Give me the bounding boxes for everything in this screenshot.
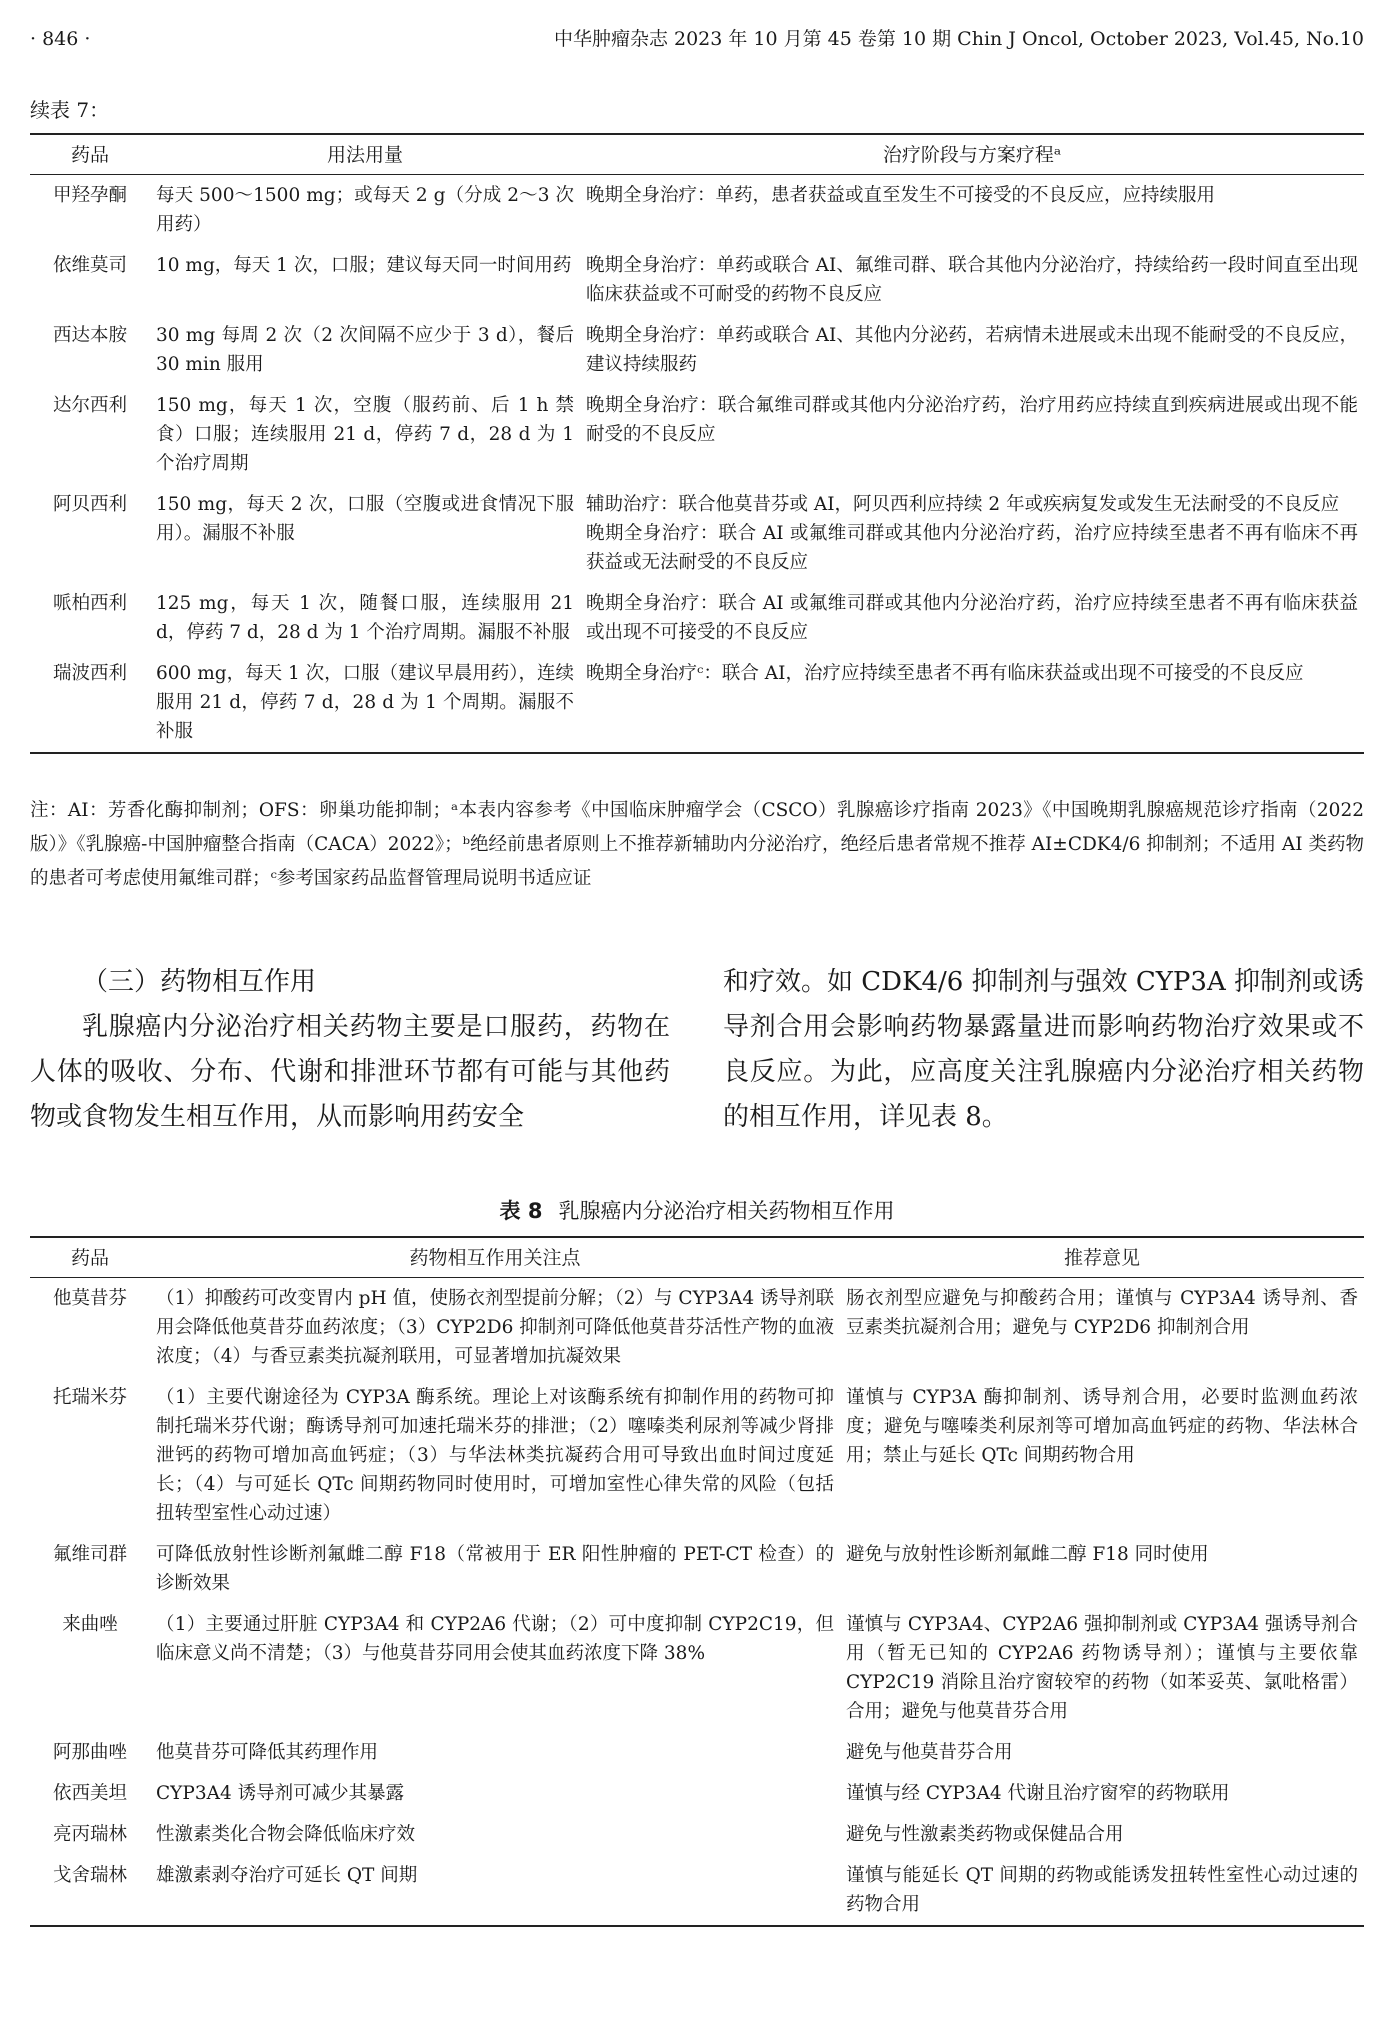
- advice-cell: 肠衣剂型应避免与抑酸药合用；谨慎与 CYP3A4 诱导剂、香豆素类抗凝剂合用；避免与 CYP2D6 抑制剂合用: [846, 1288, 1358, 1338]
- interaction-cell: 性激素类化合物会降低临床疗效: [156, 1824, 416, 1845]
- table-row: [30, 1732, 1364, 1773]
- body-column-right: [723, 960, 1364, 1140]
- interaction-cell: （1）抑酸药可改变胃内 pH 值，使肠衣剂型提前分解；（2）与 CYP3A4 诱导剂联用会降低他莫昔芬血药浓度；（3）CYP2D6 抑制剂可降低他莫昔芬活性产物的血液浓度；（4）与香豆素类抗凝剂联用，可显著增加抗凝效果: [156, 1288, 835, 1367]
- advice-cell: 避免与性激素类药物或保健品合用: [846, 1824, 1124, 1845]
- usage-cell: 150 mg，每天 1 次，空腹（服药前、后 1 h 禁食）口服；连续服用 21 d，停药 7 d，28 d 为 1 个治疗周期: [156, 395, 574, 474]
- table-row: [30, 1534, 1364, 1604]
- table-row: [30, 1814, 1364, 1855]
- interaction-cell: （1）主要代谢途径为 CYP3A 酶系统。理论上对该酶系统有抑制作用的药物可抑制托瑞米芬代谢；酶诱导剂可加速托瑞米芬的排泄；（2）噻嗪类利尿剂等减少肾排泄钙的药物可增加高血钙症；（3）与华法林类抗凝药合用可导致出血时间过度延长；（4）与可延长 QTc 间期药物同时使用时，可增加室性心律失常的风险（包括扭转型室性心动过速）: [156, 1387, 834, 1524]
- drug-cell: 瑞波西利: [30, 653, 150, 753]
- drug-cell: 甲羟孕酮: [52, 185, 127, 206]
- advice-cell: 避免与放射性诊断剂氟雌二醇 F18 同时使用: [846, 1544, 1209, 1565]
- table-row: [30, 1773, 1364, 1814]
- table8-header-advice: 推荐意见: [840, 1237, 1364, 1278]
- table8-header-row: [30, 1237, 1364, 1278]
- drug-cell: 托瑞米芬: [52, 1387, 127, 1408]
- stage-cell: [580, 653, 1364, 753]
- stage-line: 晚期全身治疗：单药或联合 AI、其他内分泌药，若病情未进展或未出现不能耐受的不良反应，建议持续服药: [586, 325, 1358, 375]
- stage-cell: [580, 484, 1364, 583]
- usage-cell: 10 mg，每天 1 次，口服；建议每天同一时间用药: [156, 255, 572, 276]
- table7-footnote: 注：AI：芳香化酶抑制剂；OFS：卵巢功能抑制；ᵃ本表内容参考《中国临床肿瘤学会（CSCO）乳腺癌诊疗指南 2023》《中国晚期乳腺癌规范诊疗指南（2022 版）》《乳腺癌-中国肿瘤整合指南（CACA）2022》；ᵇ绝经前患者原则上不推荐新辅助内分泌治疗，绝经后患者常规不推荐 AI±CDK4/6 抑制剂；不适用 AI 类药物的患者可考虑使用氟维司群；ᶜ参考国家药品监督管理局说明书适应证: [30, 800, 1364, 889]
- stage-line: 晚期全身治疗ᶜ：联合 AI，治疗应持续至患者不再有临床获益或出现不可接受的不良反应: [586, 663, 1304, 684]
- table-row: [30, 484, 1364, 583]
- stage-cell: [580, 245, 1364, 315]
- table8-header-drug: 药品: [30, 1237, 150, 1278]
- table7-header-usage: 用法用量: [150, 134, 580, 175]
- usage-cell: 30 mg 每周 2 次（2 次间隔不应少于 3 d），餐后 30 min 服用: [156, 325, 574, 375]
- stage-line: 晚期全身治疗：联合 AI 或氟维司群或其他内分泌治疗药，治疗应持续至患者不再有临床获益或出现不可接受的不良反应: [586, 593, 1358, 643]
- table8-caption-text: 乳腺癌内分泌治疗相关药物相互作用: [558, 1199, 895, 1223]
- table-row: [30, 175, 1364, 246]
- table7-header-row: [30, 134, 1364, 175]
- journal-page: [30, 0, 1364, 2032]
- drug-cell: 阿贝西利: [52, 494, 127, 515]
- drug-cell: 西达本胺: [52, 325, 127, 346]
- drug-cell: 来曲唑: [62, 1614, 118, 1635]
- drug-cell: 他莫昔芬: [52, 1288, 127, 1309]
- table-row: [30, 385, 1364, 484]
- drug-cell: 戈舍瑞林: [30, 1855, 150, 1926]
- page-number: · 846 ·: [30, 28, 91, 50]
- interaction-cell: （1）主要通过肝脏 CYP3A4 和 CYP2A6 代谢；（2）可中度抑制 CYP2C19，但临床意义尚不清楚；（3）与他莫昔芬同用会使其血药浓度下降 38%: [156, 1614, 834, 1664]
- table8-header-points: 药物相互作用关注点: [150, 1237, 840, 1278]
- table8-caption-number: 表 8: [499, 1199, 543, 1223]
- stage-cell: [580, 315, 1364, 385]
- stage-line: 晚期全身治疗：联合 AI 或氟维司群或其他内分泌治疗药，治疗应持续至患者不再有临床不再获益或无法耐受的不良反应: [586, 523, 1358, 573]
- drug-cell: 阿那曲唑: [52, 1742, 127, 1763]
- table7-header-stage: 治疗阶段与方案疗程ᵃ: [580, 134, 1364, 175]
- usage-cell: 600 mg，每天 1 次，口服（建议早晨用药），连续服用 21 d，停药 7 d，28 d 为 1 个周期。漏服不补服: [150, 653, 580, 753]
- advice-cell: 谨慎与经 CYP3A4 代谢且治疗窗窄的药物联用: [846, 1783, 1230, 1804]
- usage-cell: 每天 500～1500 mg；或每天 2 g（分成 2～3 次用药）: [156, 185, 574, 235]
- advice-cell: 避免与他莫昔芬合用: [846, 1742, 1013, 1763]
- interaction-cell: 他莫昔芬可降低其药理作用: [156, 1742, 379, 1763]
- table-row: [30, 583, 1364, 653]
- drug-cell: 依维莫司: [52, 255, 127, 276]
- table-row: [30, 1377, 1364, 1534]
- journal-citation: 中华肿瘤杂志 2023 年 10 月第 45 卷第 10 期 Chin J Oncol, October 2023, Vol.45, No.10: [553, 28, 1364, 50]
- usage-cell: 150 mg，每天 2 次，口服（空腹或进食情况下服用）。漏服不补服: [156, 494, 574, 544]
- table8-caption: [30, 1196, 1364, 1226]
- advice-cell: 谨慎与能延长 QT 间期的药物或能诱发扭转性室性心动过速的药物合用: [840, 1855, 1364, 1926]
- stage-line: 晚期全身治疗：联合氟维司群或其他内分泌治疗药，治疗用药应持续直到疾病进展或出现不能耐受的不良反应: [586, 395, 1358, 445]
- interaction-cell: CYP3A4 诱导剂可减少其暴露: [156, 1783, 405, 1804]
- stage-line: 辅助治疗：联合他莫昔芬或 AI，阿贝西利应持续 2 年或疾病复发或发生无法耐受的不良反应: [586, 494, 1340, 515]
- interaction-cell: 可降低放射性诊断剂氟雌二醇 F18（常被用于 ER 阳性肿瘤的 PET-CT 检查）的诊断效果: [156, 1544, 834, 1594]
- table-row: [30, 1278, 1364, 1378]
- table-row: [30, 1855, 1364, 1926]
- running-head: [30, 24, 1364, 54]
- table-row: [30, 653, 1364, 753]
- body-column-left: [30, 960, 670, 1140]
- drug-cell: 达尔西利: [52, 395, 127, 416]
- stage-line: 晚期全身治疗：单药或联合 AI、氟维司群、联合其他内分泌治疗，持续给药一段时间直至出现临床获益或不可耐受的药物不良反应: [586, 255, 1358, 305]
- drug-cell: 哌柏西利: [52, 593, 127, 614]
- table7-header-drug: 药品: [30, 134, 150, 175]
- table7: [30, 133, 1364, 754]
- table-row: [30, 245, 1364, 315]
- usage-cell: 125 mg，每天 1 次，随餐口服，连续服用 21 d，停药 7 d，28 d 为 1 个治疗周期。漏服不补服: [156, 593, 574, 643]
- drug-cell: 依西美坦: [52, 1783, 127, 1804]
- stage-cell: [580, 175, 1364, 246]
- table-row: [30, 315, 1364, 385]
- stage-cell: [580, 583, 1364, 653]
- body-paragraph-continued: 和疗效。如 CDK4/6 抑制剂与强效 CYP3A 抑制剂或诱导剂合用会影响药物暴露量进而影响药物治疗效果或不良反应。为此，应高度关注乳腺癌内分泌治疗相关药物的相互作用，详见表 8。: [723, 967, 1364, 1132]
- table8: [30, 1236, 1364, 1927]
- drug-cell: 亮丙瑞林: [52, 1824, 127, 1845]
- interaction-cell: 雄激素剥夺治疗可延长 QT 间期: [150, 1855, 840, 1926]
- table7-continued-caption: 续表 7：: [30, 98, 110, 122]
- advice-cell: 谨慎与 CYP3A 酶抑制剂、诱导剂合用，必要时监测血药浓度；避免与噻嗪类利尿剂等可增加高血钙症的药物、华法林合用；禁止与延长 QTc 间期药物合用: [846, 1387, 1358, 1466]
- section-heading: （三）药物相互作用: [82, 967, 317, 997]
- table-row: [30, 1604, 1364, 1732]
- stage-cell: [580, 385, 1364, 484]
- stage-line: 晚期全身治疗：单药，患者获益或直至发生不可接受的不良反应，应持续服用: [586, 185, 1216, 206]
- body-paragraph: 乳腺癌内分泌治疗相关药物主要是口服药，药物在人体的吸收、分布、代谢和排泄环节都有可能与其他药物或食物发生相互作用，从而影响用药安全: [30, 1012, 670, 1132]
- advice-cell: 谨慎与 CYP3A4、CYP2A6 强抑制剂或 CYP3A4 强诱导剂合用（暂无已知的 CYP2A6 药物诱导剂）；谨慎与主要依靠 CYP2C19 消除且治疗窗较窄的药物（如苯妥英、氯吡格雷）合用；避免与他莫昔芬合用: [846, 1614, 1358, 1722]
- drug-cell: 氟维司群: [52, 1544, 127, 1565]
